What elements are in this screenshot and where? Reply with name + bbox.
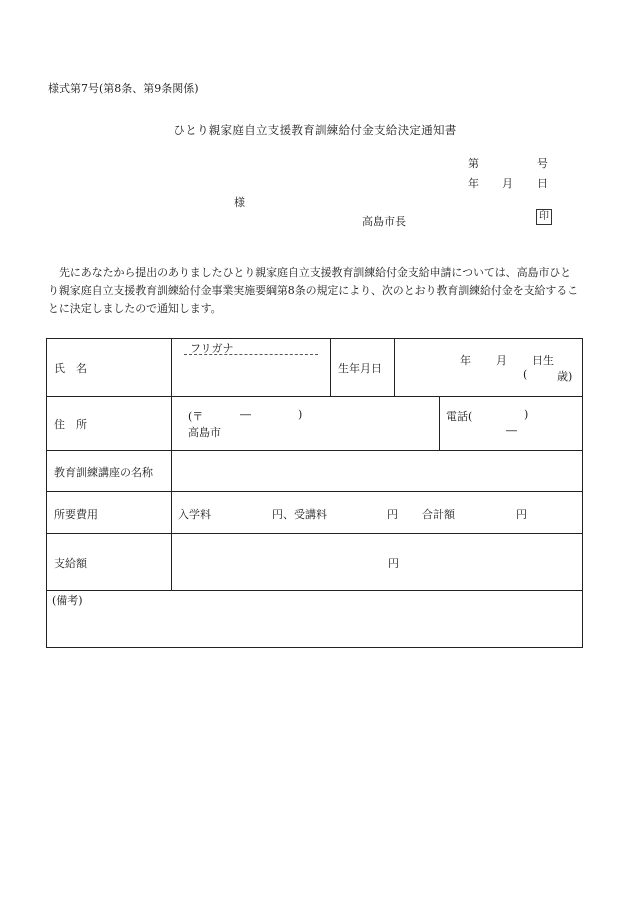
row-divider <box>46 590 583 591</box>
birth-day-label: 日生 <box>532 354 554 367</box>
date-month-label: 月 <box>502 177 513 190</box>
form-number-label: 様式第7号(第8条、第9条関係) <box>48 82 199 95</box>
seal-mark: 印 <box>536 209 552 225</box>
phone-dash: ― <box>506 424 517 437</box>
addressee-honorific: 様 <box>234 196 245 209</box>
city-name: 高島市 <box>188 426 221 439</box>
table-border-right <box>582 338 583 648</box>
table-border-bottom <box>46 647 583 648</box>
row-divider <box>46 396 583 397</box>
address-label: 住 所 <box>54 418 87 431</box>
birthdate-divider-left <box>330 338 331 396</box>
payment-yen-label: 円 <box>388 557 399 570</box>
table-border-left <box>46 338 47 648</box>
document-number-prefix: 第 <box>468 157 479 170</box>
row-divider <box>46 491 583 492</box>
birth-month-label: 月 <box>496 354 507 367</box>
row-divider <box>46 450 583 451</box>
table-border-top <box>46 338 583 339</box>
label-column-divider <box>171 338 172 591</box>
expenses-label: 所要費用 <box>54 508 98 521</box>
sender-name: 高島市長 <box>362 215 406 228</box>
document-number-suffix: 号 <box>537 157 548 170</box>
phone-close: ) <box>524 408 529 421</box>
document-title: ひとり親家庭自立支援教育訓練給付金支給決定通知書 <box>173 123 457 137</box>
birthdate-label: 生年月日 <box>338 362 382 375</box>
birth-year-label: 年 <box>460 354 471 367</box>
tuition-fee-label: 円、受講料 <box>272 508 327 521</box>
admission-fee-label: 入学料 <box>178 508 211 521</box>
name-label: 氏 名 <box>54 362 87 375</box>
age-label: 歳) <box>557 370 573 383</box>
row-divider <box>46 533 583 534</box>
birthdate-divider-right <box>394 338 395 396</box>
benefit-details-table <box>46 338 583 648</box>
postal-close: ) <box>298 408 303 421</box>
total-label: 合計額 <box>422 508 455 521</box>
postal-dash: ― <box>240 408 251 421</box>
notice-paragraph: 先にあなたから提出のありましたひとり親家庭自立支援教育訓練給付金支給申請については、高島市ひとり親家庭自立支援教育訓練給付金事業実施要綱第8条の規定により、次のとおり教育訓練給付金を支給することに決定しましたので通知します。 <box>48 266 579 315</box>
postal-open: (〒 <box>188 410 204 423</box>
age-open: ( <box>523 368 528 381</box>
remarks-label: (備考) <box>52 594 83 607</box>
payment-amount-label: 支給額 <box>54 557 87 570</box>
tuition-yen-label: 円 <box>387 508 398 521</box>
phone-divider <box>439 396 440 450</box>
date-day-label: 日 <box>537 177 548 190</box>
phone-label: 電話( <box>446 410 473 423</box>
course-name-label: 教育訓練講座の名称 <box>54 466 153 479</box>
total-yen-label: 円 <box>516 508 527 521</box>
furigana-label: フリガナ <box>190 342 234 355</box>
date-year-label: 年 <box>468 177 479 190</box>
